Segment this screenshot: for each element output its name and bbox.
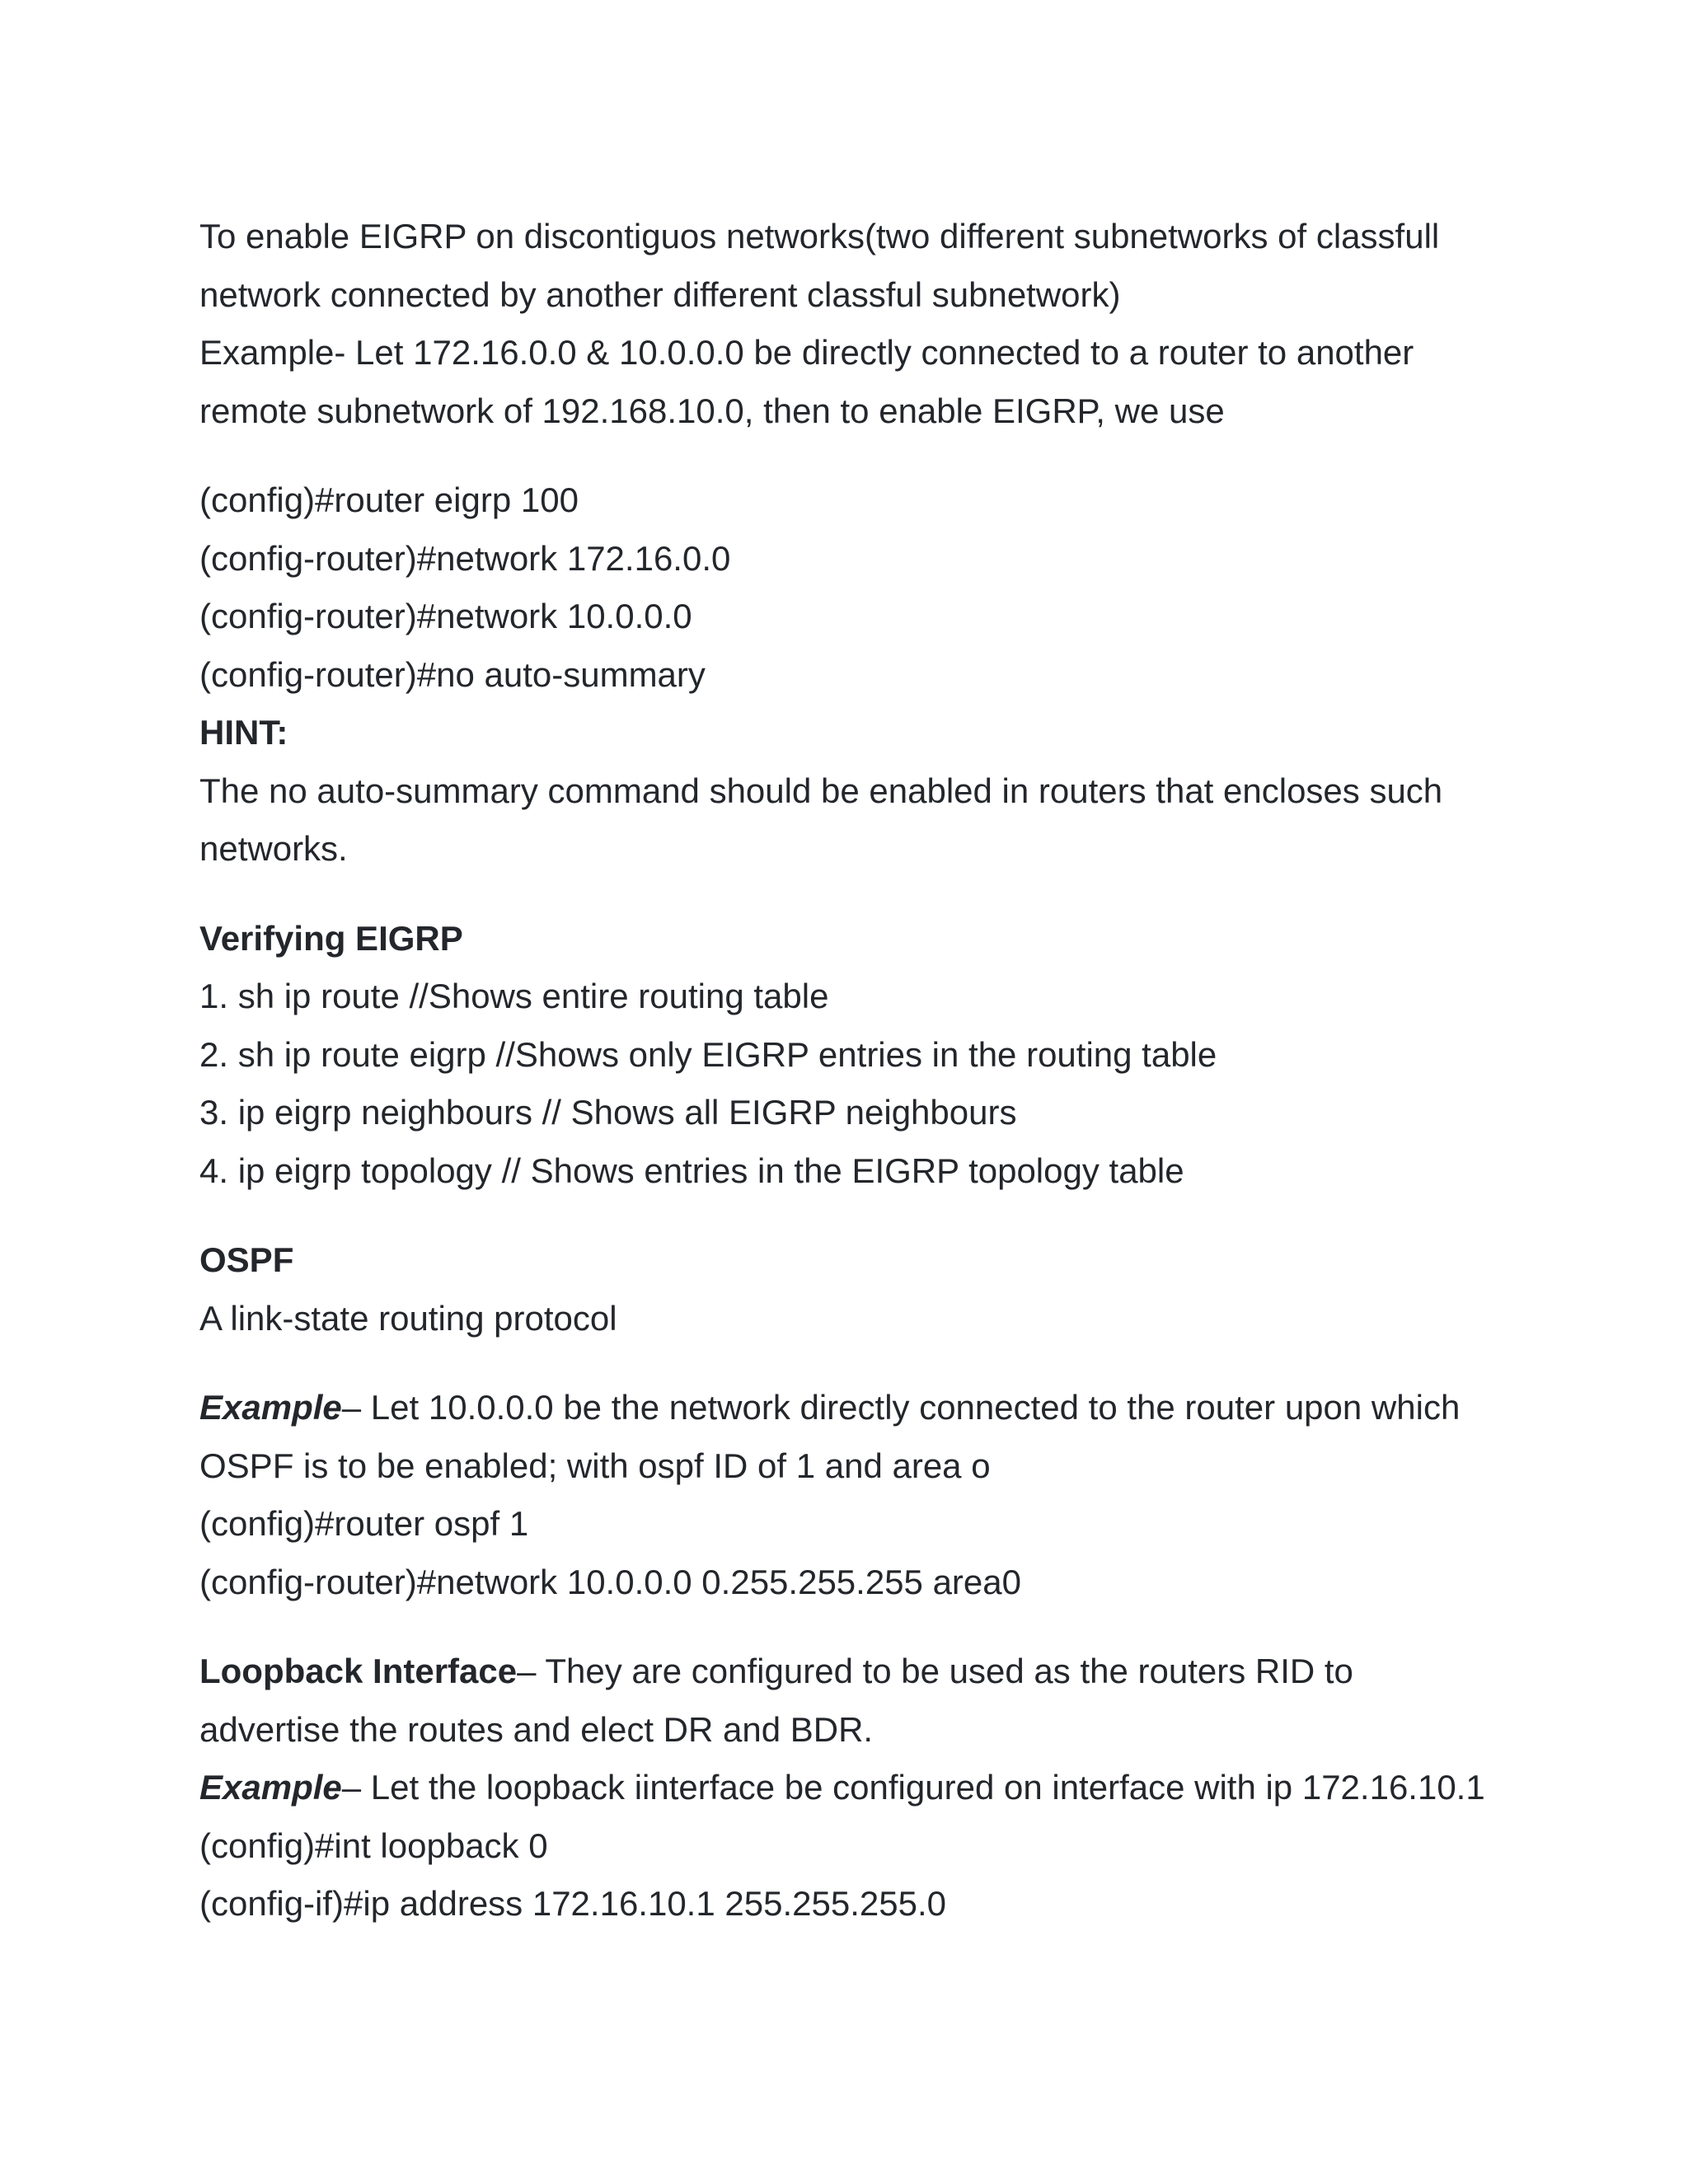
- config-command: (config-router)#network 10.0.0.0 0.255.255.255 area0: [199, 1562, 1021, 1601]
- ospf-example-block: [199, 1379, 1518, 1611]
- intro-line: Example- Let 172.16.0.0 & 10.0.0.0 be directly connected to a router to another: [199, 333, 1414, 372]
- list-item: 1. sh ip route //Shows entire routing table: [199, 977, 829, 1015]
- config-command: (config)#int loopback 0: [199, 1825, 548, 1865]
- config-command: (config-if)#ip address 172.16.10.1 255.255.255.0: [199, 1884, 946, 1923]
- example-label: Example: [199, 1768, 342, 1807]
- example-label: Example: [199, 1388, 342, 1427]
- config-command: (config)#router ospf 1: [199, 1504, 529, 1543]
- verifying-eigrp-section: [199, 910, 1518, 1201]
- ospf-section: [199, 1231, 1518, 1347]
- intro-line: To enable EIGRP on discontiguos networks(two different subnetworks of classfull: [199, 217, 1440, 255]
- hint-label: HINT:: [199, 713, 288, 752]
- list-item: 2. sh ip route eigrp //Shows only EIGRP entries in the routing table: [199, 1034, 1217, 1074]
- section-heading: OSPF: [199, 1240, 294, 1279]
- section-heading: Verifying EIGRP: [199, 918, 463, 958]
- hint-text: networks.: [199, 829, 348, 868]
- loopback-line: [199, 1643, 1518, 1701]
- config-command: (config)#router eigrp 100: [199, 480, 579, 519]
- example-text: – Let the loopback iinterface be configured on interface with ip 172.16.10.1: [341, 1768, 1485, 1807]
- intro-line: remote subnetwork of 192.168.10.0, then to enable EIGRP, we use: [199, 391, 1225, 430]
- eigrp-config-block: [199, 471, 1518, 879]
- intro-paragraph: [199, 208, 1518, 440]
- intro-line: network connected by another different classful subnetwork): [199, 274, 1121, 314]
- hint-text: The no auto-summary command should be enabled in routers that encloses such: [199, 771, 1443, 810]
- loopback-label: Loopback Interface: [199, 1652, 518, 1690]
- list-item: 4. ip eigrp topology // Shows entries in the EIGRP topology table: [199, 1151, 1184, 1190]
- ospf-example-line: OSPF is to be enabled; with ospf ID of 1 and area o: [199, 1446, 991, 1485]
- list-item: 3. ip eigrp neighbours // Shows all EIGRP neighbours: [199, 1093, 1017, 1132]
- loopback-section: [199, 1643, 1518, 1933]
- ospf-example-line: [199, 1379, 1518, 1437]
- ospf-description: A link-state routing protocol: [199, 1298, 617, 1338]
- loopback-example-line: [199, 1759, 1518, 1817]
- loopback-line: advertise the routes and elect DR and BDR.: [199, 1709, 874, 1749]
- loopback-text: – They are configured to be used as the routers RID to: [517, 1652, 1353, 1690]
- config-command: (config-router)#network 172.16.0.0: [199, 538, 731, 578]
- config-command: (config-router)#no auto-summary: [199, 654, 706, 694]
- document-page: [199, 208, 1518, 1965]
- config-command: (config-router)#network 10.0.0.0: [199, 597, 692, 635]
- example-text: – Let 10.0.0.0 be the network directly connected to the router upon which: [341, 1388, 1461, 1427]
